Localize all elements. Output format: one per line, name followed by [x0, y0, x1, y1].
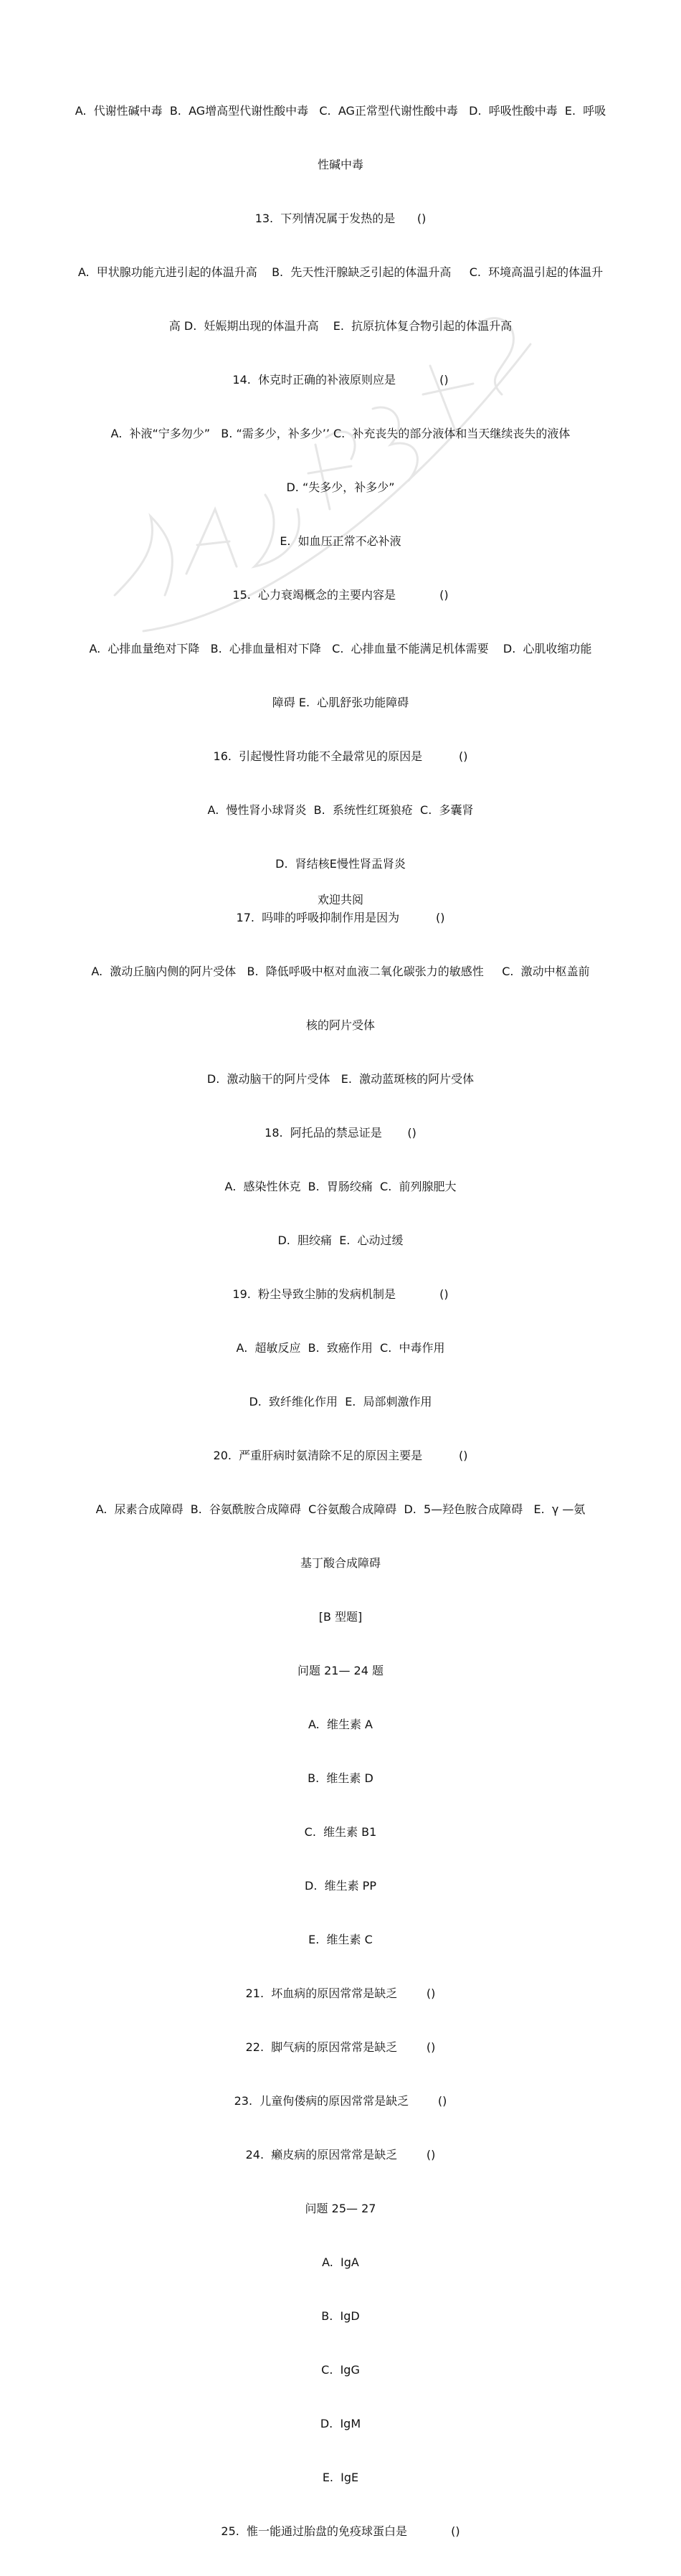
- option-line: A. 维生素 A: [308, 1718, 373, 1731]
- question-25: 25. 惟一能通过胎盘的免疫球蛋白是 (): [221, 2524, 460, 2538]
- option-line: E. IgE: [322, 2471, 359, 2484]
- text-line: D. 胆绞痛 E. 心动过缓: [277, 1233, 404, 1247]
- question-21: 21. 坏血病的原因常常是缺乏 (): [245, 1987, 436, 2000]
- option-line: D. 维生素 PP: [305, 1879, 376, 1893]
- question-20: 20. 严重肝病时氨清除不足的原因主要是 (): [213, 1449, 468, 1462]
- option-line: B. IgD: [321, 2309, 360, 2323]
- text-line: A. 甲状腺功能亢进引起的体温升高 B. 先天性汗腺缺乏引起的体温升高 C. 环境高温引起的体温升: [77, 265, 604, 279]
- text-line: A. 补液“宁多勿少” B. “需多少，补多少’’ C. 补充丧失的部分液体和当天继续丧失的液体: [110, 427, 571, 440]
- question-group-25-27: 问题 25— 27: [305, 2202, 376, 2215]
- question-group-21-24: 问题 21— 24 题: [297, 1664, 384, 1677]
- text-line: 性碱中毒: [317, 158, 363, 171]
- question-16: 16. 引起慢性肾功能不全最常见的原因是 (): [213, 749, 468, 763]
- question-13: 13. 下列情况属于发热的是 (): [254, 212, 427, 225]
- text-line: D. 致纤维化作用 E. 局部刺激作用: [249, 1395, 432, 1408]
- text-line: 高 D. 妊娠期出现的体温升高 E. 抗原抗体复合物引起的体温升高: [168, 319, 513, 333]
- page-footer: 欢迎共阅: [317, 893, 363, 906]
- option-line: B. 维生素 D: [308, 1771, 373, 1785]
- question-18: 18. 阿托品的禁忌证是 (): [265, 1126, 416, 1140]
- text-line: 障碍 E. 心肌舒张功能障碍: [272, 696, 409, 709]
- text-line: A. 慢性肾小球肾炎 B. 系统性红斑狼疮 C. 多囊肾: [207, 803, 474, 817]
- text-line: 基丁酸合成障碍: [300, 1556, 381, 1570]
- option-line: C. 维生素 B1: [304, 1825, 377, 1839]
- text-line: A. 感染性休克 B. 胃肠绞痛 C. 前列腺肥大: [224, 1180, 457, 1193]
- section-heading: [B 型题]: [318, 1610, 363, 1624]
- question-text-block: [44, 66, 637, 2576]
- question-23: 23. 儿童佝偻病的原因常常是缺乏 (): [234, 2094, 447, 2108]
- option-line: C. IgG: [321, 2363, 360, 2377]
- text-line: A. 代谢性碱中毒 B. AG增高型代谢性酸中毒 C. AG正常型代谢性酸中毒 D. 呼吸性酸中毒 E. 呼吸: [75, 104, 606, 118]
- question-22: 22. 脚气病的原因常常是缺乏 (): [245, 2040, 436, 2054]
- text-line: A. 心排血量绝对下降 B. 心排血量相对下降 C. 心排血量不能满足机体需要 D. 心肌收缩功能: [89, 642, 592, 655]
- text-line: 核的阿片受体: [305, 1018, 375, 1032]
- question-19: 19. 粉尘导致尘肺的发病机制是 (): [232, 1287, 449, 1301]
- text-line: D. 激动脑干的阿片受体 E. 激动蓝斑核的阿片受体: [206, 1072, 475, 1086]
- text-line: A. 超敏反应 B. 致癌作用 C. 中毒作用: [236, 1341, 445, 1355]
- text-line: D. 肾结核E慢性肾盂肾炎: [275, 857, 406, 871]
- option-line: A. IgA: [322, 2255, 359, 2269]
- text-line: E. 如血压正常不必补液: [280, 534, 401, 548]
- question-24: 24. 癞皮病的原因常常是缺乏 (): [245, 2148, 436, 2161]
- option-line: D. IgM: [320, 2417, 361, 2430]
- option-line: E. 维生素 C: [308, 1933, 373, 1946]
- question-17: 17. 吗啡的呼吸抑制作用是因为 (): [236, 911, 445, 924]
- text-line: D. “失多少，补多少”: [286, 480, 395, 494]
- text-line: A. 激动丘脑内侧的阿片受体 B. 降低呼吸中枢对血液二氧化碳张力的敏感性 C. 激动中枢盖前: [91, 965, 590, 978]
- question-14: 14. 休克时正确的补液原则应是 (): [232, 373, 449, 387]
- text-line: A. 尿素合成障碍 B. 谷氨酰胺合成障碍 C谷氨酸合成障碍 D. 5—羟色胺合成障碍 E. γ —氨: [95, 1502, 586, 1516]
- question-15: 15. 心力衰竭概念的主要内容是 (): [232, 588, 449, 602]
